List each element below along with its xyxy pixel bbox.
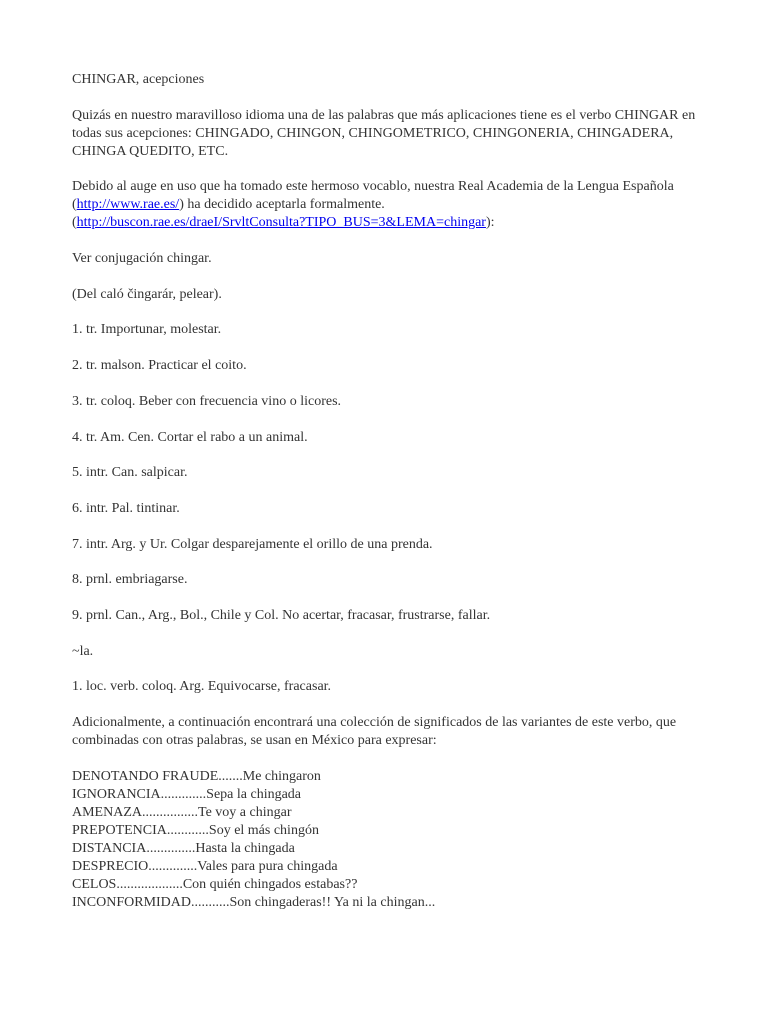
expression-value: Te voy a chingar (198, 804, 292, 820)
expression-key: INCONFORMIDAD (72, 894, 192, 910)
expression-dots: ....... (218, 768, 243, 784)
definition-item: 9. prnl. Can., Arg., Bol., Chile y Col. No acertar, fracasar, frustrarse, fallar. (72, 607, 491, 623)
phrase-heading: ~la. (72, 643, 94, 659)
expression-item (72, 876, 722, 894)
expression-value: Sepa la chingada (206, 786, 302, 802)
expression-key: DISTANCIA (72, 840, 147, 856)
expression-key: IGNORANCIA (72, 786, 161, 802)
expression-value: Con quién chingados estabas?? (182, 876, 358, 892)
expression-item (72, 768, 722, 786)
expression-dots: ............ (166, 822, 209, 838)
expression-item (72, 786, 722, 804)
conjugation-line: Ver conjugación chingar. (72, 251, 212, 267)
academy-text-before: Debido al auge en uso que ha tomado este hermoso vocablo, nuestra Real Academia de la Lengua Española ( (72, 179, 674, 213)
expression-item (72, 894, 722, 912)
expression-key: CELOS (72, 876, 117, 892)
expression-dots: ................... (116, 876, 183, 892)
phrase-definition: 1. loc. verb. coloq. Arg. Equivocarse, fracasar. (72, 679, 332, 695)
expression-key: DENOTANDO FRAUDE (72, 768, 219, 784)
expression-item (72, 858, 722, 876)
expression-key: DESPRECIO (72, 858, 149, 874)
buscon-rae-link[interactable]: http://buscon.rae.es/draeI/SrvltConsulta?TIPO_BUS=3&LEMA=chingar (76, 215, 486, 231)
document-title: CHINGAR, acepciones (72, 72, 205, 87)
expression-value: Son chingaderas!! Ya ni la chingan... (229, 894, 436, 910)
definition-item: 8. prnl. embriagarse. (72, 572, 188, 588)
definition-item: 3. tr. coloq. Beber con frecuencia vino o licores. (72, 393, 342, 409)
expression-value: Vales para pura chingada (197, 858, 338, 874)
definition-item: 1. tr. Importunar, molestar. (72, 322, 222, 338)
expression-value: Soy el más chingón (208, 822, 319, 838)
academy-open-paren: ( (72, 215, 77, 231)
expression-value: Me chingaron (242, 768, 321, 784)
academy-paragraph (72, 178, 722, 232)
expressions-list (72, 768, 722, 912)
expression-dots: ........... (191, 894, 230, 910)
expression-dots: .............. (148, 858, 198, 874)
expression-value: Hasta la chingada (195, 840, 295, 856)
rae-link[interactable]: http://www.rae.es/ (76, 197, 180, 213)
definition-item: 4. tr. Am. Cen. Cortar el rabo a un animal. (72, 429, 308, 445)
expression-key: PREPOTENCIA (72, 822, 167, 838)
expression-dots: .............. (146, 840, 196, 856)
definition-item: 5. intr. Can. salpicar. (72, 465, 188, 481)
expression-dots: ............. (160, 786, 207, 802)
definition-item: 7. intr. Arg. y Ur. Colgar desparejamente el orillo de una prenda. (72, 536, 433, 552)
intro-paragraph: Quizás en nuestro maravilloso idioma una de las palabras que más aplicaciones tiene es el verbo CHINGAR en todas sus acepciones: CHINGADO, CHINGON, CHINGOMETRICO, CHINGONERIA, CHINGADERA, CHINGA QUEDITO, ETC. (72, 107, 696, 159)
academy-text-mid: ) ha decidido aceptarla formalmente. (179, 197, 385, 213)
expression-dots: ................ (142, 804, 198, 820)
additional-paragraph: Adicionalmente, a continuación encontrará una colección de significados de las variantes de este verbo, que combinadas con otras palabras, se usan en México para expresar: (72, 715, 677, 748)
academy-close: ): (485, 215, 495, 231)
document-page (72, 71, 722, 912)
expression-item (72, 840, 722, 858)
etymology-line: (Del caló čingarár, pelear). (72, 286, 222, 302)
expression-item (72, 822, 722, 840)
definition-item: 2. tr. malson. Practicar el coito. (72, 358, 247, 374)
definition-item: 6. intr. Pal. tintinar. (72, 500, 180, 516)
expression-key: AMENAZA (72, 804, 142, 820)
expression-item (72, 804, 722, 822)
